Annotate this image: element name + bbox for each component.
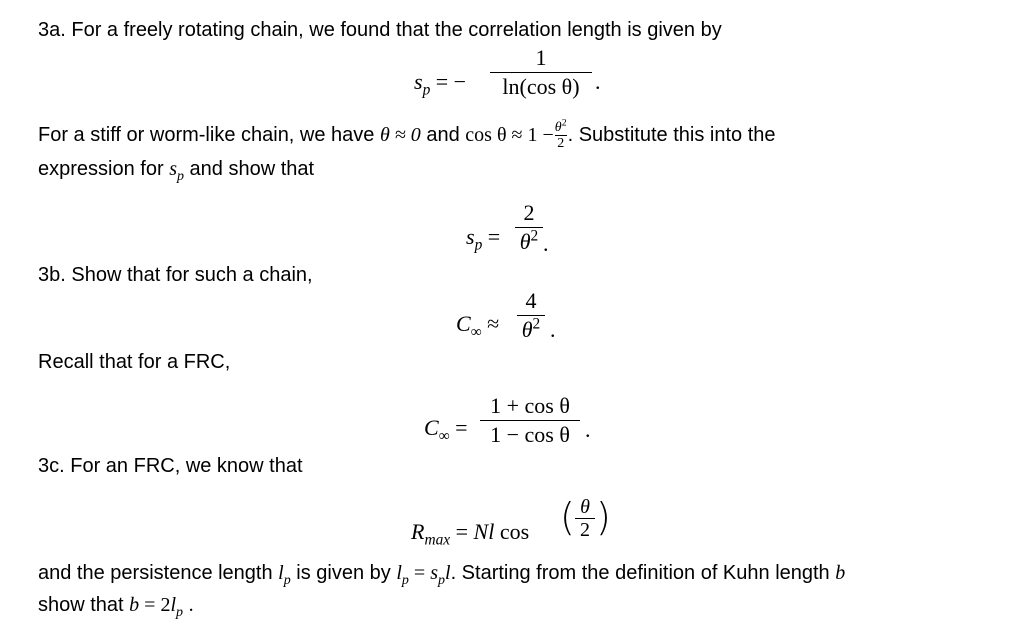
- problem-3a-instruction: expression for $s_p$ and show that: [38, 158, 315, 184]
- eq-lp-spl: $l_p = s_pl$: [396, 562, 451, 588]
- eq-sp-approx-fraction: 2 $\theta^2$: [515, 201, 543, 254]
- eq-cinf-frc-lhs: $C_\infty$ =: [424, 415, 468, 445]
- approx-theta-zero: θ ≈ 0: [379, 123, 421, 146]
- fraction-bar: [490, 72, 592, 73]
- fraction-bar: [517, 315, 545, 316]
- eq-rmax: $R_{max} = Nl$ cos: [411, 519, 530, 549]
- problem-3c-intro: 3c. For an FRC, we know that: [38, 455, 303, 477]
- eq-rmax-paren-close: [596, 494, 611, 539]
- var-lp: $l_p$: [278, 562, 291, 588]
- var-sp: $s_p$: [169, 158, 184, 184]
- eq-cinf-frc-period: .: [585, 417, 591, 442]
- theta-squared-over-two: $\theta^2$ 2: [554, 117, 567, 151]
- eq-sp-approx-period: .: [543, 231, 549, 256]
- right-paren: ): [596, 494, 611, 539]
- eq-sp-numerator: 1: [535, 45, 547, 70]
- problem-3a-intro: [38, 18, 722, 42]
- persistence-length-sentence: and the persistence length $l_p$ is given by $l_p = s_pl$. Starting from the definition of Kuhn length b: [38, 562, 846, 588]
- frc-recall: Recall that for a FRC,: [38, 351, 231, 373]
- eq-sp-fraction: [490, 46, 592, 99]
- eq-cinf-approx-lhs: $C_\infty$ ≈: [456, 311, 500, 341]
- left-paren: (: [560, 494, 575, 539]
- fraction-bar: [480, 420, 580, 421]
- problem-3a-intro-text: 3a. For a freely rotating chain, we found that the correlation length is given by: [38, 19, 722, 41]
- eq-sp-approx-lhs: $s_p$ =: [466, 224, 501, 254]
- eq-sp-denominator: ln(cos θ): [502, 74, 580, 99]
- var-b: b: [835, 562, 846, 584]
- eq-sp-lhs: $s_p$ = −: [414, 69, 467, 99]
- eq-cinf-approx-fraction: 4 $\theta^2$: [517, 289, 545, 342]
- problem-3a-stiff-chain: For a stiff or worm-like chain, we have θ ≈ 0 and $\cos \theta \approx 1 -\theta^2$ 2 . Substitute this into the: [38, 117, 776, 151]
- problem-3b-intro: 3b. Show that for such a chain,: [38, 264, 313, 286]
- kuhn-length-instruction: show that $b = 2l_p$ .: [38, 594, 194, 620]
- approx-cos-theta: cos θ ≈ 1 −: [465, 123, 554, 146]
- eq-rmax-fraction: θ 2: [575, 497, 595, 540]
- eq-b-2lp: $b = 2l_p$: [129, 594, 184, 620]
- eq-cinf-frc-fraction: 1 + cos θ 1 − cos θ: [480, 394, 580, 447]
- eq-rmax-paren-group: [560, 494, 575, 539]
- eq-sp-period: .: [595, 69, 601, 94]
- eq-cinf-approx-period: .: [550, 317, 556, 342]
- fraction-bar: [515, 227, 543, 228]
- eq-sp-equals: = −: [435, 69, 467, 94]
